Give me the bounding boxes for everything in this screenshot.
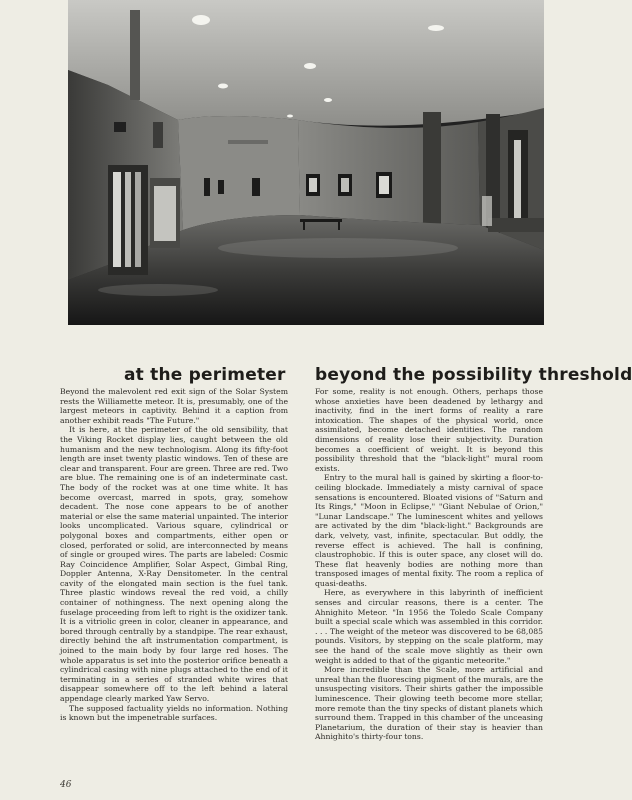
paragraph: Entry to the mural hall is gained by skirting a floor-to-ceiling blockade. Immediately a misty carnival of space sensations is encountered. Bloated visions of "Saturn and Its Rings," "Moon in Eclipse," "Giant Nebulae of Orion," "Lunar Landscape." The luminescent whites and yellows are activated by the dim "black-light." Backgrounds are dark, velvety, vast, infinite, spectacular. But oddly, the reverse effect is achieved. The hall is confining, claustrophobic. If this is outer space, any closet will do. These flat heavenly bodies are nothing more than transposed images of mental fixity. The room a replica of quasi-deaths. bbox=[315, 473, 543, 588]
paragraph: Here, as everywhere in this labyrinth of inefficient senses and circular reasons, there is a center. The Ahnighito Meteor. "In 1956 the Toledo Scale Company built a special scale which was assembled in this corridor. . . . The weight of the meteor was discovered to be 68,085 pounds. Visitors, by stepping on the scale platform, may see the hand of the scale move slightly as their own weight is added to that of the gigantic meteorite." bbox=[315, 588, 543, 665]
paragraph: The supposed factuality yields no information. Nothing is known but the impenetrable surfaces. bbox=[60, 703, 288, 723]
museum-hall-photo bbox=[68, 0, 544, 325]
left-text-column bbox=[60, 387, 288, 723]
right-text-column bbox=[315, 387, 543, 742]
paragraph: For some, reality is not enough. Others, perhaps those whose anxieties have been deadened by lethargy and inactivity, find in the inert forms of reality a rare intoxication. The shapes of the physical world, once assimilated, become detached identities. The random dimensions of reality lose their subjectivity. Duration becomes a coefficient of weight. It is beyond this possibility threshold that the "black-light" mural room exists. bbox=[315, 387, 543, 473]
museum-hall-photo-graphic bbox=[68, 0, 544, 325]
paragraph: More incredible than the Scale, more artificial and unreal than the fluorescing pigment of the murals, are the unsuspecting visitors. Their shirts gather the impossible luminescence. Their glowing teeth become more stellar, more remote than the tiny specks of distant planets which surround them. Trapped in this chamber of the unceasing Planetarium, the duration of their stay is heavier than Ahnighito's thirty-four tons. bbox=[315, 665, 543, 742]
paragraph: It is here, at the perimeter of the old sensibility, that the Viking Rocket display lies, caught between the old humanism and the new technologism. Along its fifty-foot length are inset twenty plastic windows. Ten of these are clear and transparent. Four are green. Three are red. Two are blue. The remaining one is of an indeterminate cast. The body of the rocket was at one time white. It has become overcast, marred in spots, gray, somehow decadent. The nose cone appears to be of another material or else the same material unpainted. The interior looks uncomplicated. Various square, cylindrical or polygonal boxes and compartments, either open or closed, perforated or solid, are interconnected by means of single or grouped wires. The parts are labeled: Cosmic Ray Coincidence Amplifier, Solar Aspect, Gimbal Ring, Doppler Antenna, X-Ray Densitometer. In the central cavity of the elongated main section is the fuel tank. Three plastic windows reveal the red void, a chilly container of nothingness. The next opening along the fuselage proceeding from left to right is the oxidizer tank. It is a vitriolic green in color, cleaner in appearance, and bored through centrally by a standpipe. The rear exhaust, directly behind the aft instrumentation compartment, is joined to the main body by four large red hoses. The whole apparatus is set into the posterior orifice beneath a cylindrical casing with nine plugs attached to the end of it terminating in a series of stranded white wires that disappear somewhere off to the left behind a lateral appendage clearly marked Yaw Servo. bbox=[60, 425, 288, 703]
page-number: 46 bbox=[60, 780, 72, 790]
left-column-heading: at the perimeter bbox=[124, 365, 286, 385]
paragraph: Beyond the malevolent red exit sign of the Solar System rests the Williamette meteor. It is, presumably, one of the largest meteors in captivity. Behind it a caption from another exhibit reads "The Future." bbox=[60, 387, 288, 425]
right-column-heading: beyond the possibility threshold bbox=[315, 365, 632, 385]
